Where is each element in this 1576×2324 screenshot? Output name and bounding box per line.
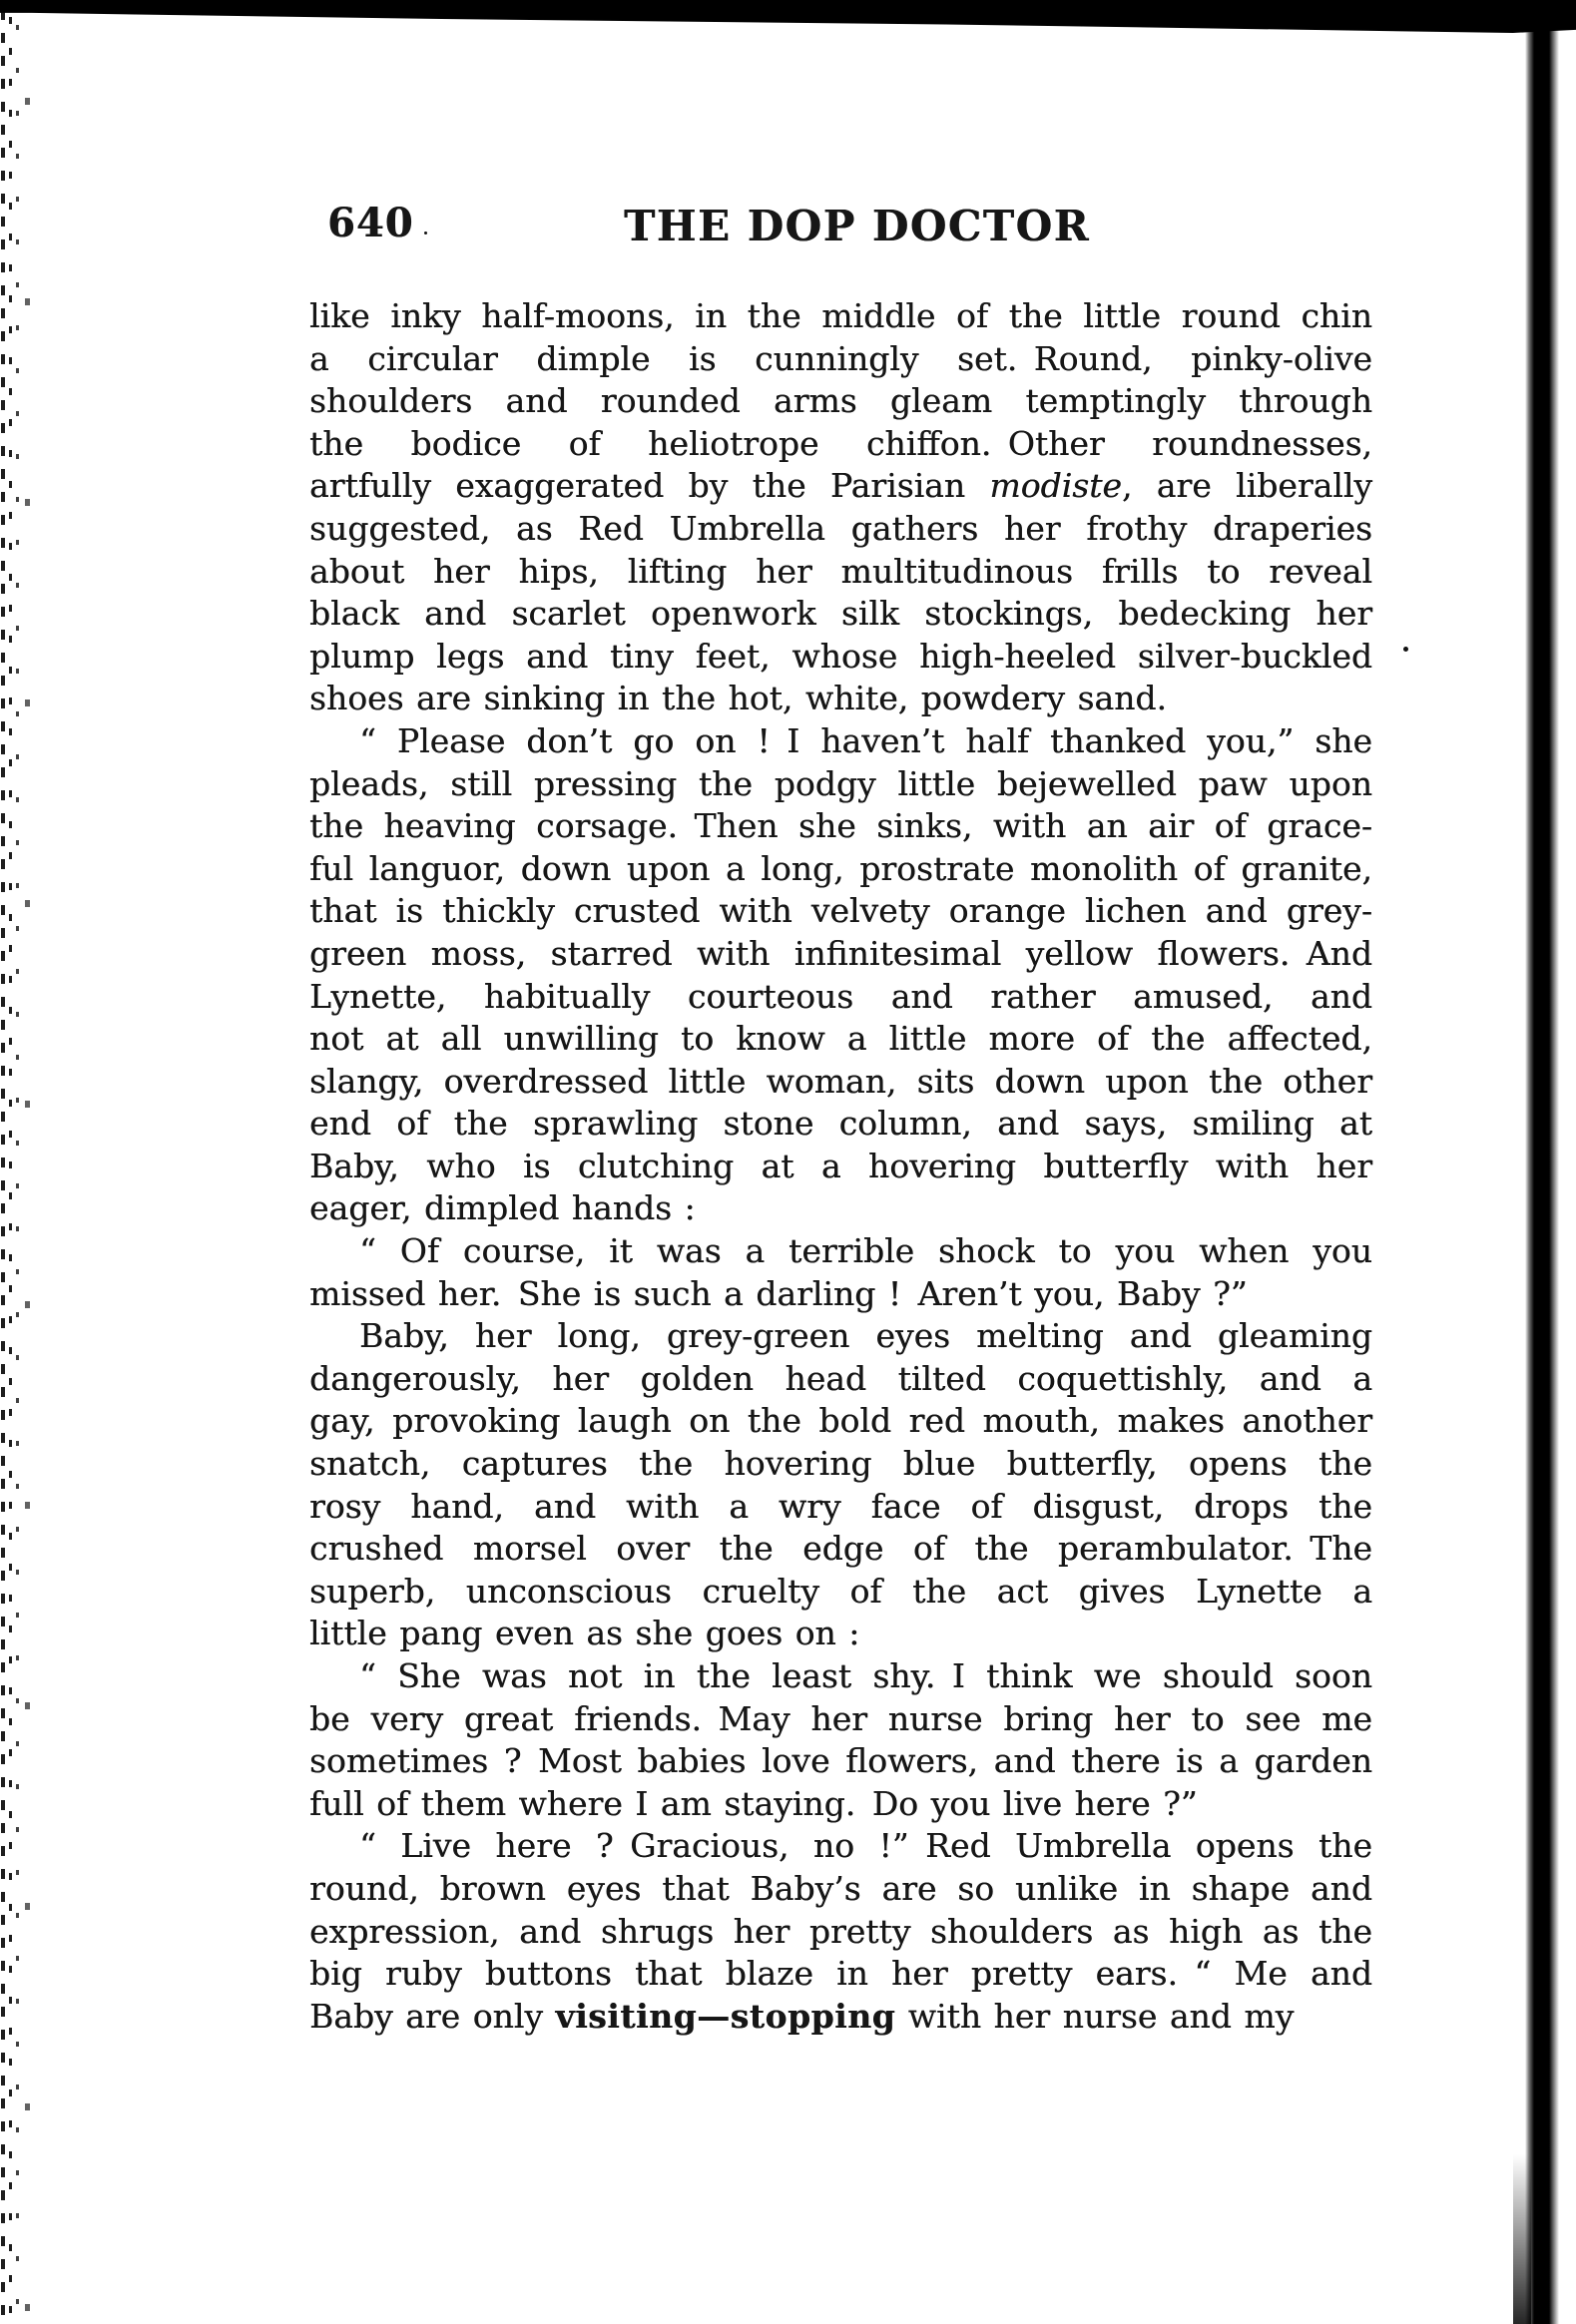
text-line: dangerously, her golden head tilted coquettishly, and a (309, 1358, 1372, 1398)
text-line: not at all unwilling to know a little more of the affected, (309, 1019, 1372, 1059)
text-line: slangy, overdressed little woman, sits down upon the other (309, 1061, 1372, 1101)
text-line: like inky half-moons, in the middle of the little round chin (309, 296, 1372, 335)
text-line: “ Please don’t go on ! I haven’t half thanked you,” she (359, 720, 1372, 760)
scan-speck (1403, 647, 1408, 652)
text-line: rosy hand, and with a wry face of disgust, drops the (309, 1486, 1372, 1526)
page-text (309, 295, 1372, 2038)
text-line: green moss, starred with infinitesimal yellow flowers. And (309, 933, 1372, 973)
page-number: 640 (327, 200, 414, 246)
text-line: shoulders and rounded arms gleam temptingly through (309, 381, 1372, 421)
text-line: a circular dimple is cunningly set. Round, pinky-olive (309, 338, 1372, 378)
text-line: that is thickly crusted with velvety orange lichen and grey- (309, 891, 1372, 931)
text-line: shoes are sinking in the hot, white, powdery sand. (309, 679, 1167, 718)
text-line: Baby, who is clutching at a hovering butterfly with her (309, 1146, 1372, 1185)
text-line: round, brown eyes that Baby’s are so unlike in shape and (309, 1868, 1372, 1908)
text-line: plump legs and tiny feet, whose high-heeled silver-buckled (309, 636, 1372, 676)
text-line: about her hips, lifting her multitudinous frills to reveal (309, 551, 1372, 591)
page-title: THE DOP DOCTOR (624, 202, 1090, 250)
text-line: end of the sprawling stone column, and says, smiling at (309, 1104, 1372, 1144)
text-line: sometimes ? Most babies love flowers, and there is a garden (309, 1741, 1372, 1781)
text-line: big ruby buttons that blaze in her pretty ears. “ Me and (309, 1954, 1372, 1994)
scan-right-gutter-shadow (1525, 26, 1559, 2324)
text-line: be very great friends. May her nurse bring her to see me (309, 1698, 1372, 1738)
text-line: gay, provoking laugh on the bold red mouth, makes another (309, 1401, 1372, 1441)
text-line: little pang even as she goes on : (309, 1614, 860, 1653)
text-line: superb, unconscious cruelty of the act gives Lynette a (309, 1571, 1372, 1611)
text-line: suggested, as Red Umbrella gathers her frothy draperies (309, 508, 1372, 548)
text-line: artfully exaggerated by the Parisian modiste, are liberally (309, 466, 1372, 506)
text-line: “ Live here ? Gracious, no !” Red Umbrella opens the (359, 1826, 1372, 1866)
text-line: the heaving corsage. Then she sinks, with an air of grace- (309, 806, 1372, 846)
text-line: pleads, still pressing the podgy little bejewelled paw upon (309, 763, 1372, 803)
text-line: the bodice of heliotrope chiffon. Other roundnesses, (309, 423, 1372, 463)
text-line: crushed morsel over the edge of the perambulator. The (309, 1529, 1372, 1569)
text-line: eager, dimpled hands : (309, 1188, 696, 1228)
text-line: ful languor, down upon a long, prostrate monolith of granite, (309, 848, 1372, 888)
text-line: Lynette, habitually courteous and rather amused, and (309, 976, 1372, 1016)
scan-left-gutter-marks (0, 10, 42, 2324)
text-line: black and scarlet openwork silk stockings, bedecking her (309, 594, 1372, 634)
text-line: Baby are only visiting—stopping with her nurse and my (309, 1996, 1295, 2036)
text-line: “ She was not in the least shy. I think we should soon (359, 1656, 1372, 1695)
text-line: expression, and shrugs her pretty shoulders as high as the (309, 1911, 1372, 1951)
text-line: snatch, captures the hovering blue butterfly, opens the (309, 1444, 1372, 1484)
text-line: missed her. She is such a darling ! Aren’t you, Baby ?” (309, 1273, 1248, 1313)
text-line: Baby, her long, grey-green eyes melting and gleaming (359, 1316, 1372, 1356)
scan-top-edge-shadow (0, 0, 1576, 34)
text-line: “ Of course, it was a terrible shock to you when you (359, 1231, 1372, 1271)
text-line: full of them where I am staying. Do you live here ?” (309, 1783, 1198, 1823)
